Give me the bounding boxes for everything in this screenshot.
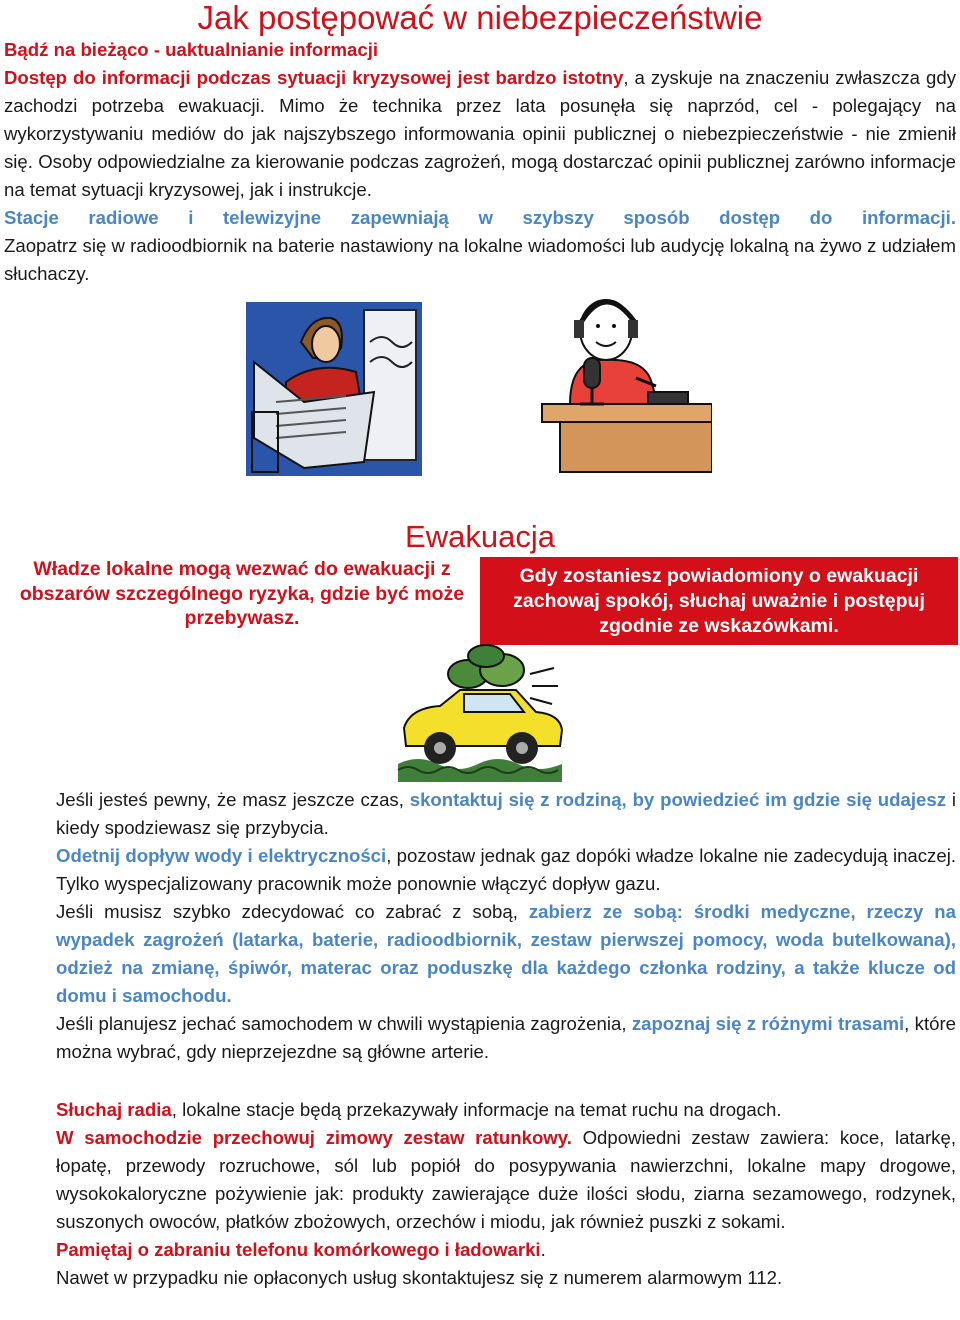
loaded-car-illustration (394, 644, 566, 782)
text-run: Jeśli musisz szybko zdecydować co zabrać z sobą, (56, 901, 529, 922)
highlight-run: W samochodzie przechowuj zimowy zestaw ratunkowy. (56, 1127, 572, 1148)
highlight-run: Słuchaj radia (56, 1099, 172, 1120)
highlight-run: zapoznaj się z różnymi trasami (631, 1013, 905, 1034)
evacuation-notice-box: Gdy zostaniesz powiadomiony o ewakuacji zachowaj spokój, słuchaj uważnie i postępuj zgodnie ze wskazówkami. (480, 557, 958, 645)
radio-paragraph (56, 1096, 956, 1124)
text-run: , lokalne stacje będą przekazywały informacje na temat ruchu na drogach. (171, 1099, 782, 1120)
page-title: Jak postępować w niebezpieczeństwie (197, 0, 763, 36)
highlight-run: Pamiętaj o zabraniu telefonu komórkowego i ładowarki (56, 1239, 541, 1260)
newspaper-reader-illustration (246, 302, 422, 476)
highlight-run: skontaktuj się z rodziną, by powiedzieć im gdzie się udajesz (409, 789, 947, 810)
intro-paragraph (4, 64, 956, 204)
text-run: Odpowiedni zestaw zawiera: koce, latarkę, łopatę, przewody rozruchowe, sól lub popiół do posypywania nawierzchni, lokalne mapy drogowe, wysokokaloryczne pożywienie jak: produkty zawierające duże ilości słodu, ziarna sezamowego, rodzynek, suszonych owoców, płatków zbożowych, orzechów i miodu, jak również puszki z sokami. (56, 1127, 956, 1232)
text-run: , które można wybrać, gdy nieprzejezdne są główne arterie. (56, 1013, 956, 1062)
radio-tv-note: Stacje radiowe i telewizyjne zapewniają w szybszy sposób dostęp do informacji. (4, 207, 956, 228)
text-run: . (540, 1239, 546, 1260)
radio-dj-illustration (540, 288, 712, 474)
highlight-run: zabierz ze sobą: środki medyczne, rzeczy na wypadek zagrożeń (latarka, baterie, radioodbiornik, zestaw pierwszej pomocy, woda butelkowana), odzież na zmianę, śpiwór, materac oraz poduszkę dla każdego członka rodziny, a także klucze od domu i samochodu. (56, 901, 957, 1006)
highlight-run: Odetnij dopływ wody i elektryczności (56, 845, 387, 866)
phone-paragraph (56, 1236, 956, 1264)
family-contact-paragraph (56, 786, 956, 842)
evacuation-advice (56, 786, 956, 1066)
utilities-paragraph (56, 842, 956, 898)
text-run: Jeśli planujesz jechać samochodem w chwili wystąpienia zagrożenia, (56, 1013, 632, 1034)
winter-kit-paragraph (56, 1124, 956, 1236)
authority-note: Władze lokalne mogą wezwać do ewakuacji z obszarów szczególnego ryzyka, gdzie być może przebywasz. (19, 558, 465, 629)
text-run: , pozostaw jednak gaz dopóki władze lokalne nie zadecydują inaczej. Tylko wyspecjalizowany pracownik może ponownie włączyć dopływ gazu. (56, 845, 956, 894)
packing-paragraph (56, 898, 956, 1010)
routes-paragraph (56, 1010, 956, 1066)
intro-rest: , a zyskuje na znaczeniu zwłaszcza gdy zachodzi potrzeba ewakuacji. Mimo że technika przez lata posunęła się naprzód, cel - polegający na wykorzystywaniu mediów do jak najszybszego informowania opinii publicznej o niebezpieczeństwie - nie zmienił się. Osoby odpowiedzialne za kierowanie podczas zagrożeń, mogą dostarczać opinii publicznej zarówno informacje na temat sytuacji kryzysowej, jak i instrukcje. (4, 67, 956, 200)
evacuation-heading: Ewakuacja (405, 519, 555, 554)
section-heading: Bądź na bieżąco - uaktualnianie informacji (4, 39, 379, 60)
radio-advice: Zaopatrz się w radioodbiornik na baterie nastawiony na lokalne wiadomości lub audycję lokalną na żywo z udziałem słuchaczy. (4, 235, 956, 284)
car-advice (56, 1096, 956, 1292)
info-section (4, 36, 956, 288)
intro-bold: Dostęp do informacji podczas sytuacji kryzysowej jest bardzo istotny (4, 67, 624, 88)
text-run: i kiedy spodziewasz się przybycia. (56, 789, 957, 838)
text-run: Jeśli jesteś pewny, że masz jeszcze czas, (56, 789, 410, 810)
emergency-number-paragraph: Nawet w przypadku nie opłaconych usług skontaktujesz się z numerem alarmowym 112. (56, 1267, 783, 1288)
